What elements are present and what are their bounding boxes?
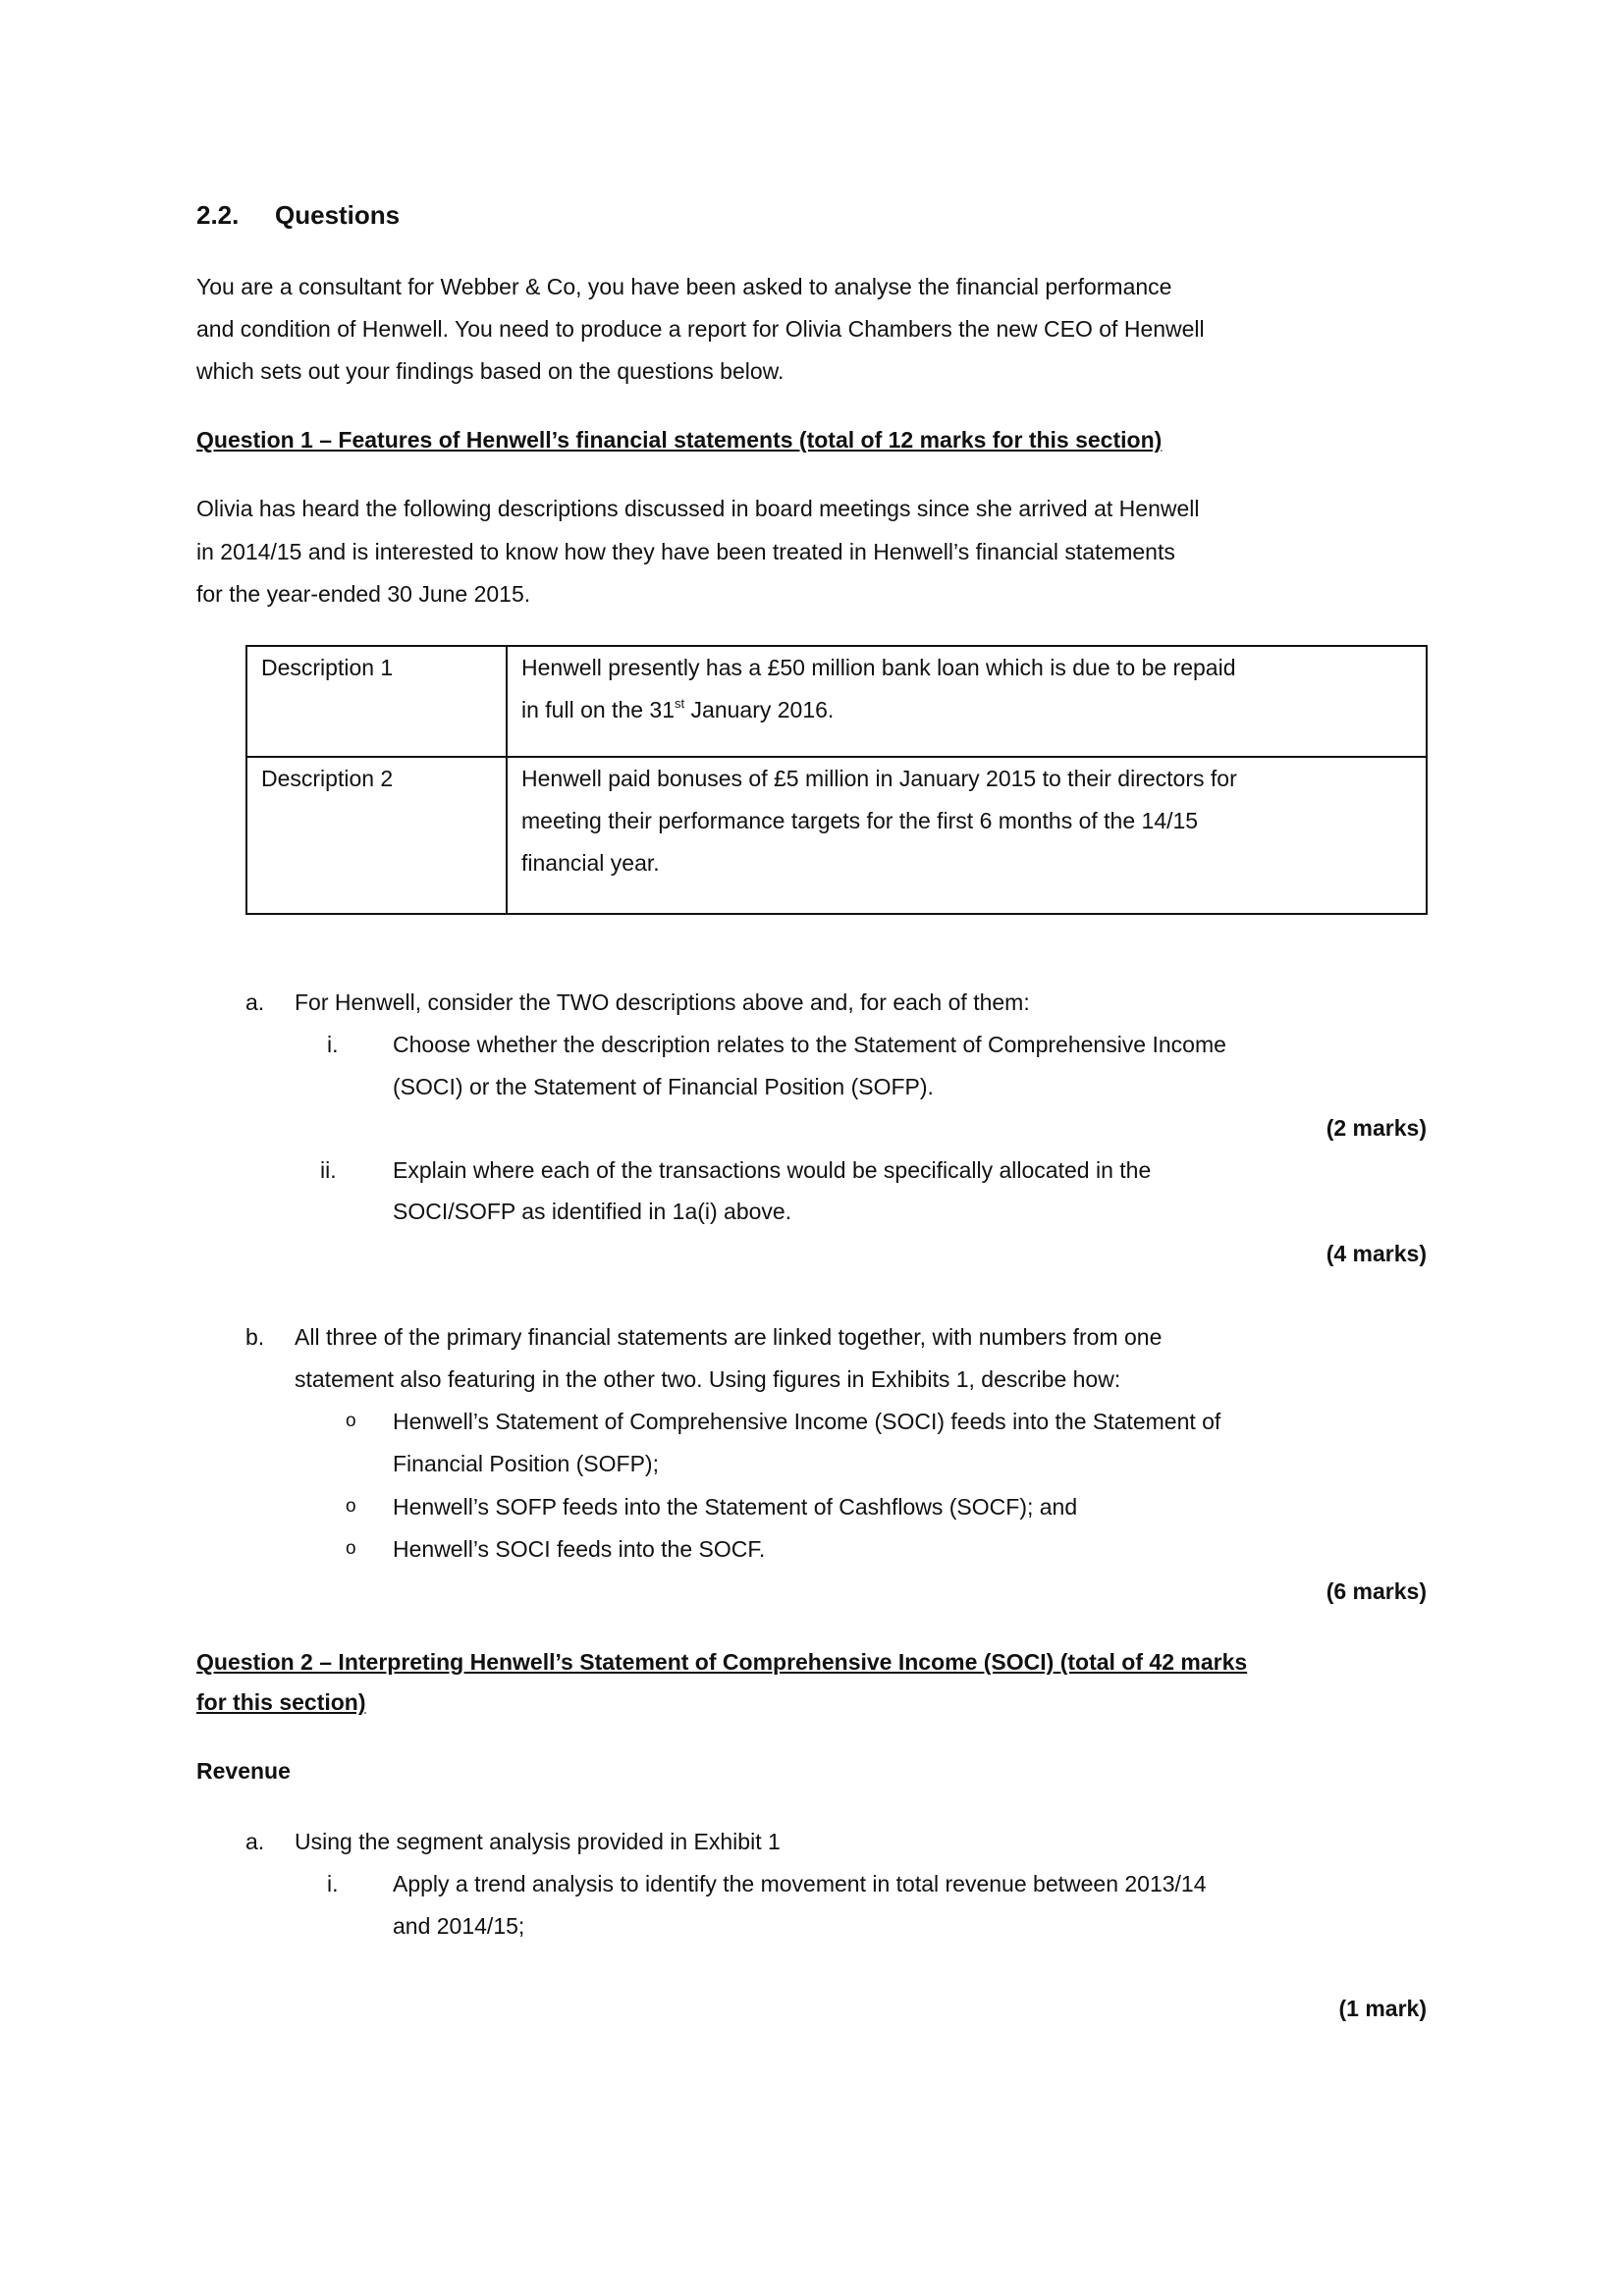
superscript: st bbox=[675, 696, 685, 711]
description-label: Description 2 bbox=[261, 766, 394, 791]
list-marker: b. bbox=[245, 1324, 265, 1350]
section-number: 2.2. bbox=[196, 200, 240, 230]
intro-line: which sets out your findings based on the questions below. bbox=[196, 358, 785, 384]
table-cell-label bbox=[246, 646, 507, 757]
heading-line: Question 2 – Interpreting Henwell’s Statement of Comprehensive Income (SOCI) (total of 42 marks bbox=[196, 1649, 1248, 1675]
bullet-text: Henwell’s SOFP feeds into the Statement of Cashflows (SOCF); and bbox=[393, 1494, 1078, 1520]
question-text: Choose whether the description relates to the Statement of Comprehensive Income bbox=[393, 1032, 1226, 1057]
section-title: Questions bbox=[275, 200, 401, 230]
description-text: financial year. bbox=[521, 850, 660, 876]
question-text: Explain where each of the transactions would be specifically allocated in the bbox=[393, 1157, 1152, 1183]
list-marker: a. bbox=[245, 1829, 265, 1854]
table-row bbox=[246, 757, 1427, 914]
marks-label: (1 mark) bbox=[1338, 1996, 1427, 2021]
description-text: Henwell paid bonuses of £5 million in January 2015 to their directors for bbox=[521, 766, 1237, 791]
description-text: Henwell presently has a £50 million bank loan which is due to be repaid bbox=[521, 655, 1236, 680]
text-part: in full on the 31 bbox=[521, 697, 676, 722]
revenue-subheading: Revenue bbox=[196, 1758, 291, 1784]
intro-line: You are a consultant for Webber & Co, you have been asked to analyse the financial performance bbox=[196, 274, 1172, 299]
bullet-icon: o bbox=[346, 1496, 356, 1517]
question-text: Apply a trend analysis to identify the movement in total revenue between 2013/14 bbox=[393, 1871, 1207, 1896]
question-text: SOCI/SOFP as identified in 1a(i) above. bbox=[393, 1199, 792, 1224]
bullet-text: Henwell’s SOCI feeds into the SOCF. bbox=[393, 1536, 766, 1562]
table-cell-text bbox=[507, 646, 1427, 757]
description-label: Description 1 bbox=[261, 655, 394, 680]
question-text: statement also featuring in the other two. Using figures in Exhibits 1, describe how: bbox=[295, 1366, 1121, 1392]
list-marker: i. bbox=[327, 1871, 339, 1896]
descriptions-table bbox=[245, 645, 1428, 915]
question-text: Using the segment analysis provided in Exhibit 1 bbox=[295, 1829, 781, 1854]
description-text: meeting their performance targets for the first 6 months of the 14/15 bbox=[521, 808, 1199, 833]
text-part: January 2016. bbox=[684, 697, 835, 722]
list-marker: i. bbox=[327, 1032, 339, 1057]
table-row bbox=[246, 646, 1427, 757]
marks-label: (6 marks) bbox=[1326, 1578, 1427, 1604]
list-marker: ii. bbox=[320, 1157, 337, 1183]
question-text: and 2014/15; bbox=[393, 1913, 525, 1939]
description-text bbox=[521, 695, 834, 724]
question-text: (SOCI) or the Statement of Financial Position (SOFP). bbox=[393, 1074, 934, 1099]
bullet-text: Henwell’s Statement of Comprehensive Income (SOCI) feeds into the Statement of bbox=[393, 1409, 1221, 1434]
context-line: Olivia has heard the following descriptions discussed in board meetings since she arrived at Henwell bbox=[196, 496, 1200, 521]
table-cell-text bbox=[507, 757, 1427, 914]
question-text: All three of the primary financial statements are linked together, with numbers from one bbox=[295, 1324, 1163, 1350]
bullet-icon: o bbox=[346, 1411, 356, 1431]
list-marker: a. bbox=[245, 989, 265, 1015]
intro-line: and condition of Henwell. You need to produce a report for Olivia Chambers the new CEO of Henwell bbox=[196, 316, 1205, 342]
heading-line: for this section) bbox=[196, 1689, 366, 1715]
question-text: For Henwell, consider the TWO descriptions above and, for each of them: bbox=[295, 989, 1030, 1015]
context-line: in 2014/15 and is interested to know how they have been treated in Henwell’s financial statements bbox=[196, 539, 1175, 564]
context-line: for the year-ended 30 June 2015. bbox=[196, 581, 531, 607]
marks-label: (4 marks) bbox=[1326, 1241, 1427, 1266]
question-1-heading: Question 1 – Features of Henwell’s financial statements (total of 12 marks for this section) bbox=[196, 427, 1163, 453]
table-cell-label bbox=[246, 757, 507, 914]
bullet-icon: o bbox=[346, 1538, 356, 1559]
marks-label: (2 marks) bbox=[1326, 1115, 1427, 1141]
bullet-text: Financial Position (SOFP); bbox=[393, 1451, 659, 1476]
